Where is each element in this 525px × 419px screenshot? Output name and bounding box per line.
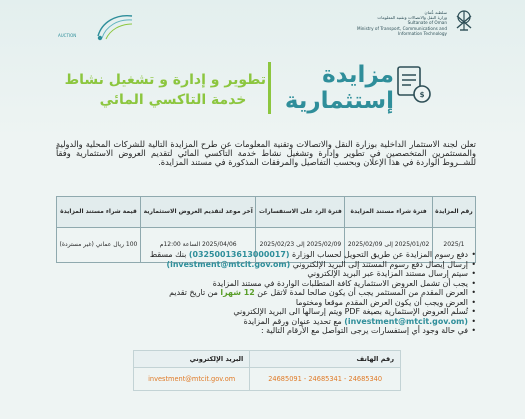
contact-header-row — [134, 351, 401, 368]
list-item: • تُسلم العروض الإستثمارية بصيغة PDF ويتم إرسالها الى البريد الإلكتروني — [56, 307, 476, 317]
table-cell: 2025/04/06 الساعة 12:00م — [140, 228, 256, 263]
conditions-list — [56, 250, 476, 336]
phone-numbers: 24685340 - 24685341 - 24685091 — [250, 368, 401, 391]
subtitle-line: خدمة التاكسي المائي — [99, 92, 247, 108]
title-line: إستثمارية — [284, 88, 394, 114]
ministry-name — [287, 10, 447, 36]
list-item: • (investment@mtcit.gov.om) مع تحديد عنوان ورقم المزايدة — [56, 317, 476, 327]
table-header-cell: رقم المزايدة — [432, 197, 475, 228]
page-subtitle — [64, 70, 266, 110]
list-item: • العرض ويجب أن يكون العرض المقدم موقعا ومختوما — [56, 298, 476, 308]
email-label: البريد الإلكتروني — [134, 351, 250, 368]
list-item: • إرسال إيصال دفع رسوم المستند إلى البريد الإلكتروني (investment@mtcit.gov.om) — [56, 260, 476, 270]
table-cell: 2025/1 — [432, 228, 475, 263]
list-item: • في حالة وجود أي إستفسارات يرجى التواصل مع الأرقام التالية : — [56, 326, 476, 336]
table-cell: 2025/02/09 إلى 2025/02/23 — [256, 228, 345, 263]
table-cell: 100 ريال عماني (غير مستردة) — [57, 228, 141, 263]
ministry-line: Ministry of Transport, Communications and — [356, 25, 447, 31]
page-title — [276, 62, 394, 114]
table-header-cell: آخر موعد لتقديم العروض الاستثمارية — [140, 197, 256, 228]
table-header-row — [57, 197, 476, 228]
auction-document-icon — [395, 64, 433, 106]
title-divider — [268, 62, 271, 114]
list-item: • دفع رسوم المزايدة عن طريق التحويل لحساب الوزارة (03250013613000017) بنك مسقط — [56, 250, 476, 260]
list-item: • سيتم إرسال مستند المزايدة عبر البريد الإلكتروني — [56, 269, 476, 279]
table-cell: 2025/01/02 إلى 2025/02/09 — [345, 228, 433, 263]
table-header-cell: فترة شراء مستند المزايدة — [345, 197, 433, 228]
title-line: مزايدة — [322, 62, 394, 88]
list-item: • العرض المقدم من المستثمر يجب أن يكون صالحا لمدة لاتقل عن 12 شهرا من تاريخ تقديم — [56, 288, 476, 298]
contact-table — [133, 350, 401, 391]
list-item: • يجب أن تشمل العروض الاستثمارية كافة المتطلبات الواردة في مستند المزايدة — [56, 279, 476, 289]
table-header-cell: فترة الرد على الاستفسارات — [256, 197, 345, 228]
auction-logo — [56, 8, 136, 48]
ministry-line: سلطنة عُمان — [424, 10, 447, 15]
phone-label: رقم الهاتف — [250, 351, 401, 368]
svg-text:$: $ — [419, 91, 425, 99]
ministry-line: Information Technology — [397, 30, 447, 36]
email-link[interactable]: investment@mtcit.gov.om — [134, 368, 250, 391]
contact-value-row — [134, 368, 401, 391]
subtitle-line: تطوير و إدارة و تشغيل نشاط — [64, 72, 266, 88]
intro-paragraph: تعلن لجنة الاستثمار الداخلية بوزارة النقل والاتصالات وتقنية المعلومات عن طرح المزايدة التالية للشركات المحلية والدولية والمستثمرين المتخصصين في تطوير وإدارة وتشغيل نشاط خدمة التاكسي المائي لتقديم العروض الاستثمارية وفقاً للشــروط الواردة في هذا الإعلان وبحسب التفاصيل والمرفقات المذكورة في مستند المزايدة. — [56, 139, 476, 168]
table-header-cell: قيمة شراء مستند المزايدة — [57, 197, 141, 228]
oman-emblem-icon — [452, 8, 476, 34]
ministry-line: Sultanate of Oman — [407, 20, 447, 26]
logo-text: AUCTION — [58, 33, 77, 38]
ministry-line: وزارة النقل والاتصالات وتقنية المعلومات — [377, 15, 447, 21]
